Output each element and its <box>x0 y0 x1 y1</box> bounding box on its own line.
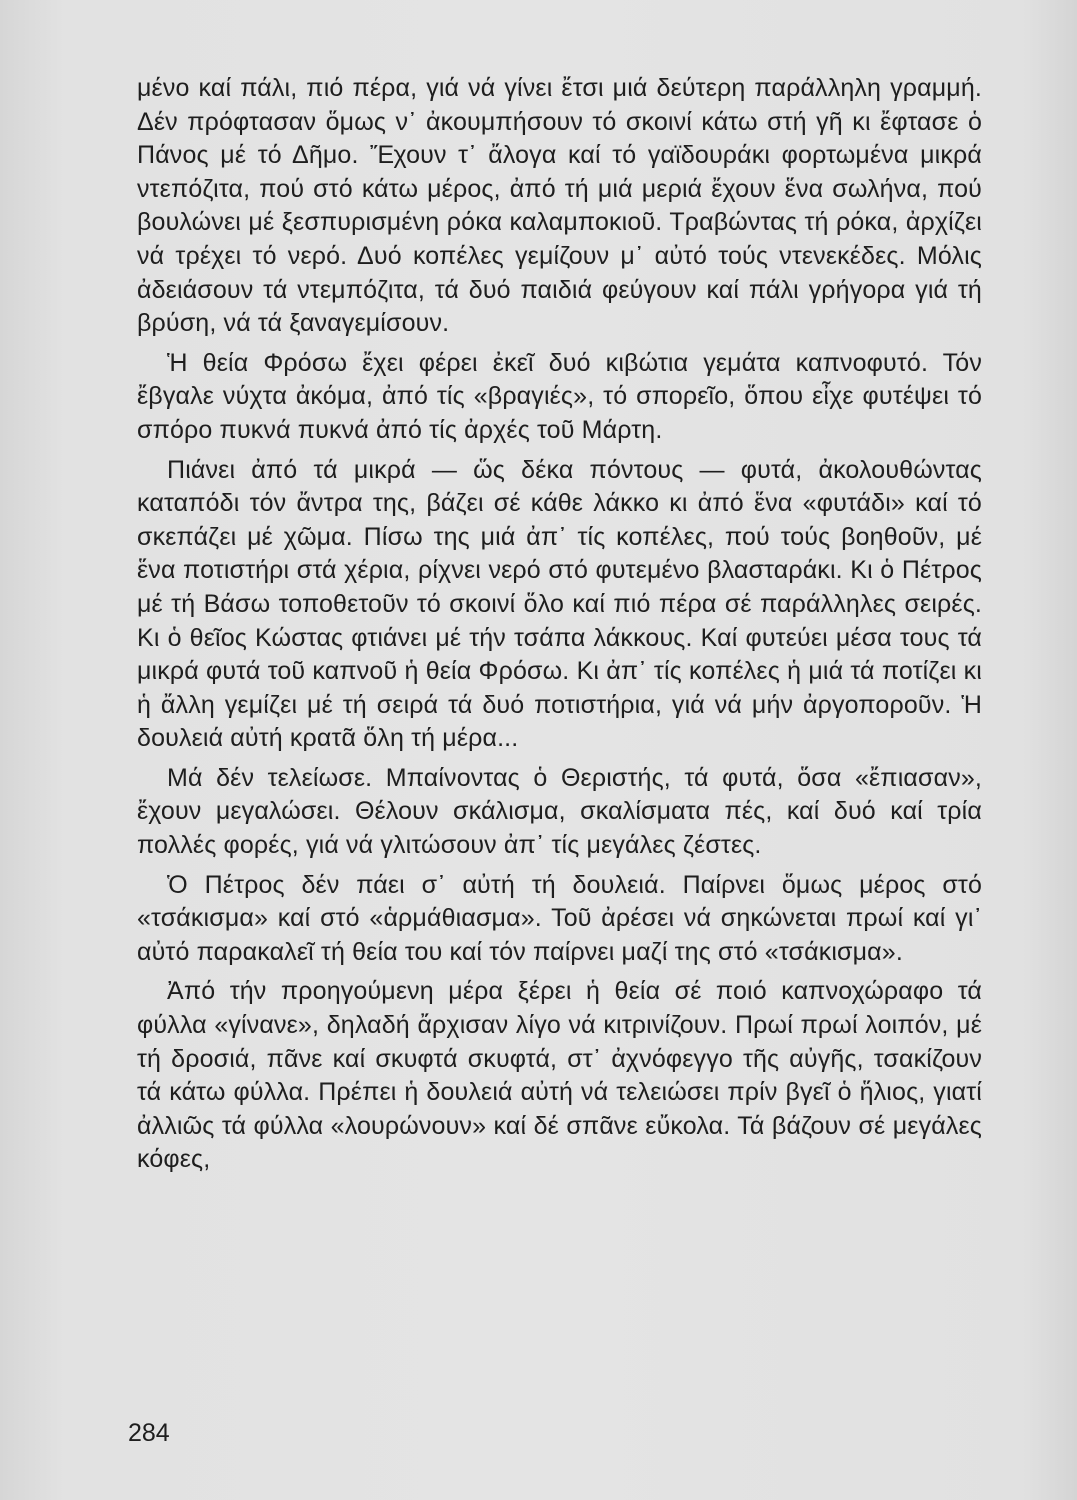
paragraph: μένο καί πάλι, πιό πέρα, γιά νά γίνει ἔτσι μιά δεύτερη παράλληλη γραμμή. Δέν πρόφτασαν ὅμως ν᾽ ἀκουμπήσουν τό σκοινί κάτω στή γῆ κι ἔφτασε ὁ Πάνος μέ τό Δῆμο. Ἔχουν τ᾽ ἄλογα καί τό γαϊδουράκι φορτωμένα μικρά ντεπόζιτα, πού στό κάτω μέρος, ἀπό τή μιά μεριά ἔχουν ἕνα σωλήνα, πού βουλώνει μέ ξεσπυρισμένη ρόκα καλαμποκιοῦ. Τραβώντας τή ρόκα, ἀρχίζει νά τρέχει τό νερό. Δυό κοπέλες γεμίζουν μ᾽ αὐτό τούς ντενεκέδες. Μόλις ἀδειάσουν τά ντεμπόζιτα, τά δυό παιδιά φεύγουν καί πάλι γρήγορα γιά τή βρύση, νά τά ξαναγεμίσουν. <box>137 74 982 338</box>
body-text <box>137 72 982 1183</box>
paragraph: Ἀπό τήν προηγούμενη μέρα ξέρει ἡ θεία σέ ποιό καπνοχώραφο τά φύλλα «γίνανε», δηλαδή ἄρχισαν λίγο νά κιτρινίζουν. Πρωί πρωί λοιπόν, μέ τή δροσιά, πᾶνε καί σκυφτά σκυφτά, στ᾽ ἀχνόφεγγο τῆς αὐγῆς, τσακίζουν τά κάτω φύλλα. Πρέπει ἡ δουλειά αὐτή νά τελειώσει πρίν βγεῖ ὁ ἥλιος, γιατί ἀλλιῶς τά φύλλα «λουρώνουν» καί δέ σπᾶνε εὔκολα. Τά βάζουν σέ μεγάλες κόφες, <box>137 977 982 1174</box>
paragraph: Ὁ Πέτρος δέν πάει σ᾽ αὐτή τή δουλειά. Παίρνει ὅμως μέρος στό «τσάκισμα» καί στό «ἁρμάθιασμα». Τοῦ ἀρέσει νά σηκώνεται πρωί καί γι᾽ αὐτό παρακαλεῖ τή θεία του καί τόν παίρνει μαζί της στό «τσάκισμα». <box>137 870 982 966</box>
paragraph: Μά δέν τελείωσε. Μπαίνοντας ὁ Θεριστής, τά φυτά, ὅσα «ἔπιασαν», ἔχουν μεγαλώσει. Θέλουν σκάλισμα, σκαλίσματα πές, καί δυό καί τρία πολλές φορές, γιά νά γλιτώσουν ἀπ᾽ τίς μεγάλες ζέστες. <box>137 763 982 860</box>
paragraph: Ἡ θεία Φρόσω ἔχει φέρει ἐκεῖ δυό κιβώτια γεμάτα καπνοφυτό. Τόν ἔβγαλε νύχτα ἀκόμα, ἀπό τίς «βραγιές», τό σπορεῖο, ὅπου εἶχε φυτέψει τό σπόρο πυκνά πυκνά ἀπό τίς ἀρχές τοῦ Μάρτη. <box>137 348 982 444</box>
paragraph: Πιάνει ἀπό τά μικρά — ὥς δέκα πόντους — φυτά, ἀκολουθώντας καταπόδι τόν ἄντρα της, βάζει σέ κάθε λάκκο κι ἀπό ἕνα «φυτάδι» καί τό σκεπάζει μέ χῶμα. Πίσω της μιά ἀπ᾽ τίς κοπέλες, πού τούς βοηθοῦν, μέ ἕνα ποτιστήρι στά χέρια, ρίχνει νερό στό φυτεμένο βλασταράκι. Κι ὁ Πέτρος μέ τή Βάσω τοποθετοῦν τό σκοινί ὅλο καί πιό πέρα σέ παράλληλες σειρές. Κι ὁ θεῖος Κώστας φτιάνει μέ τήν τσάπα λάκκους. Καί φυτεύει μέσα τους τά μικρά φυτά τοῦ καπνοῦ ἡ θεία Φρόσω. Κι ἀπ᾽ τίς κοπέλες ἡ μιά τά ποτίζει κι ἡ ἄλλη γεμίζει μέ τή σειρά τά δυό ποτιστήρια, γιά νά μήν ἀργοποροῦν. Ἡ δουλειά αὐτή κρατᾶ ὅλη τή μέρα... <box>137 455 982 753</box>
page-number: 284 <box>128 1419 170 1447</box>
